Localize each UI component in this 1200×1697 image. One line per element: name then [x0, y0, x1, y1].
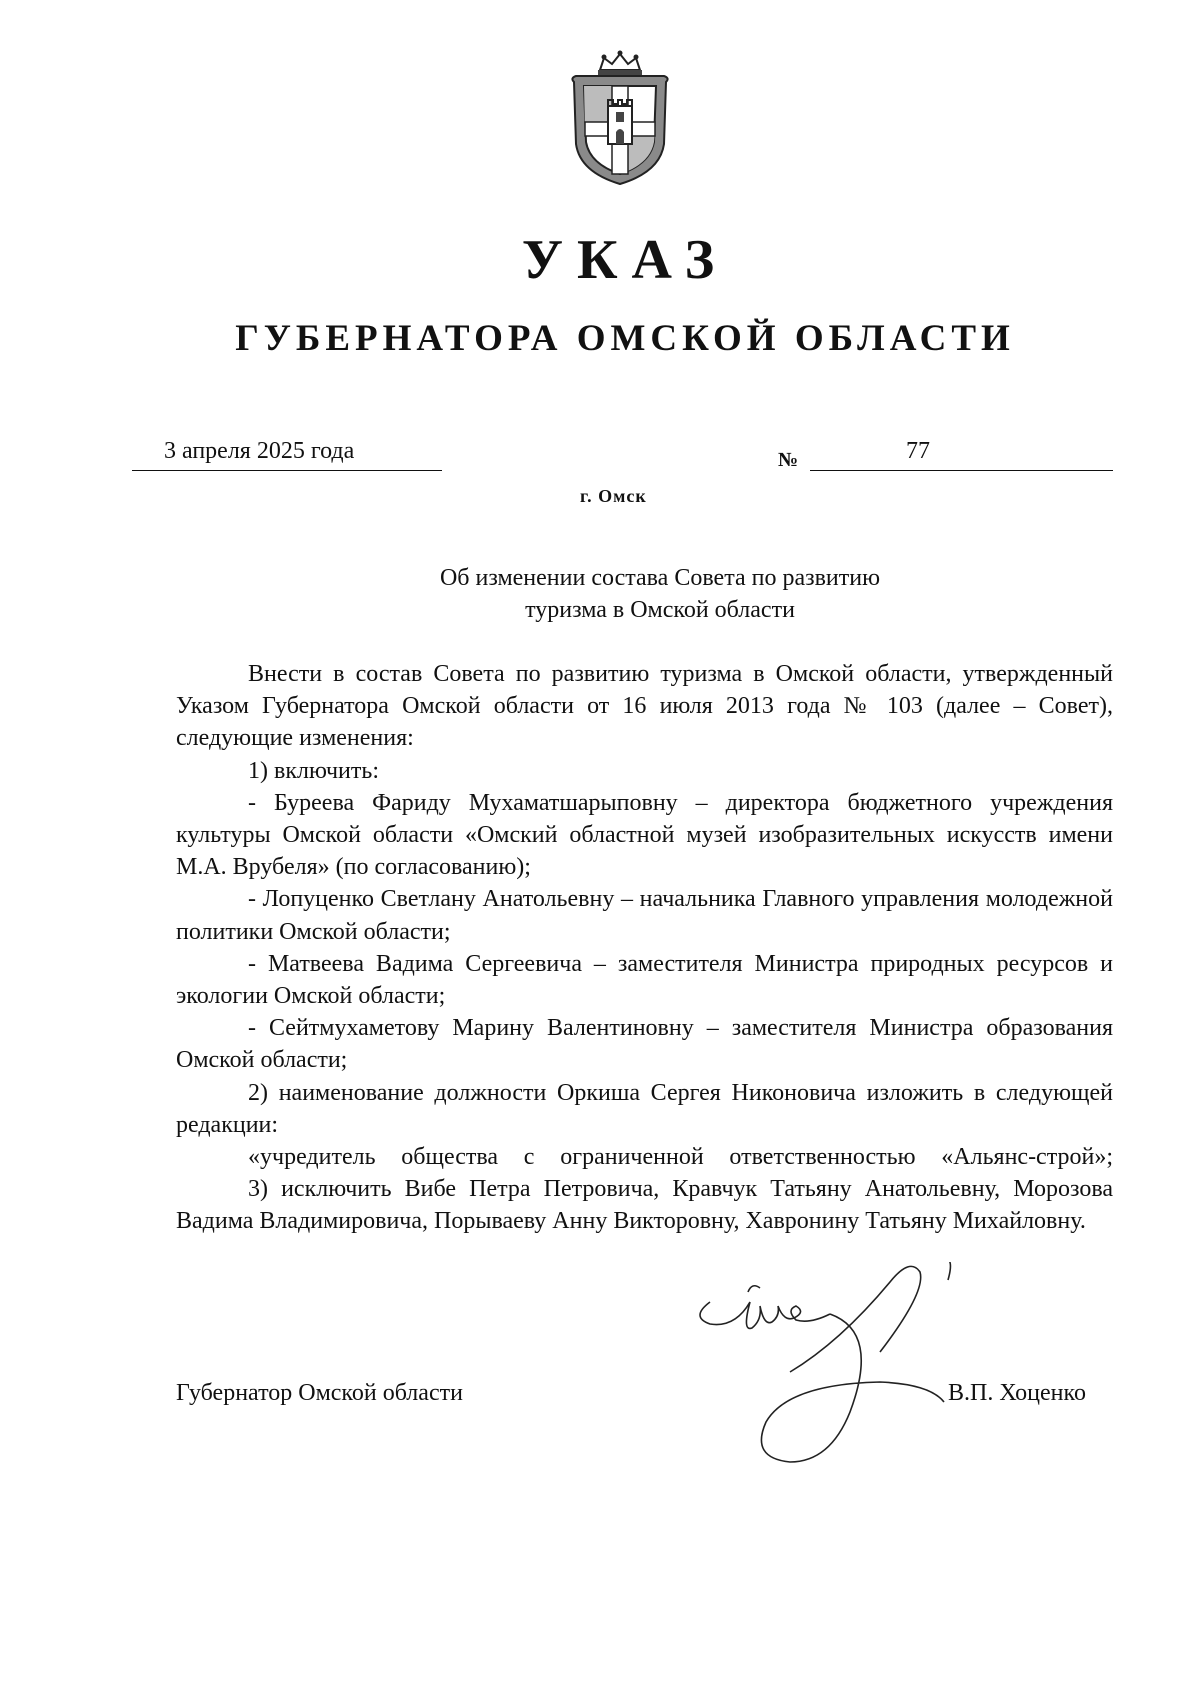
number-sign: №: [778, 449, 799, 471]
item-1-entry: - Матвеева Вадима Сергеевича – заместителя Министра природных ресурсов и экологии Омской области;: [176, 950, 1113, 1010]
number-field: [810, 436, 1113, 471]
item-1-entry: - Сейтмухаметову Марину Валентиновну – заместителя Министра образования Омской области;: [176, 1015, 1113, 1074]
decree-number: 77: [906, 438, 930, 464]
item-1-entry: - Буреева Фариду Мухаматшарыповну – директора бюджетного учреждения культуры Омской области «Омский областной музей изобразительных искусств имени М.А. Врубеля» (по согласованию);: [176, 789, 1113, 881]
subject-line-2: туризма в Омской области: [525, 597, 795, 623]
signatory-name: В.П. Хоценко: [948, 1380, 1086, 1406]
issuer-subtitle: ГУБЕРНАТОРА ОМСКОЙ ОБЛАСТИ: [235, 318, 1015, 359]
intro-paragraph: Внести в состав Совета по развитию туризма в Омской области, утвержденный Указом Губернатора Омской области от 16 июля 2013 года № 103 (далее – Совет), следующие изменения:: [176, 661, 1113, 752]
handwritten-signature-icon: [680, 1262, 1040, 1482]
item-1-entry: - Лопуценко Светлану Анатольевну – начальника Главного управления молодежной политики Омской области;: [176, 886, 1113, 945]
decree-body: [176, 658, 1113, 1238]
date-field: [132, 436, 442, 471]
subject-line-1: Об изменении состава Совета по развитию: [439, 565, 881, 591]
decree-date: 3 апреля 2025 года: [164, 438, 355, 464]
signatory-position: Губернатор Омской области: [176, 1380, 463, 1406]
city-label: г. Омск: [580, 486, 647, 506]
item-2-paragraph: 2) наименование должности Оркиша Сергея Никоновича изложить в следующей редакции:: [176, 1079, 1113, 1138]
item-3-paragraph: 3) исключить Вибе Петра Петровича, Кравчук Татьяну Анатольевну, Морозова Вадима Владимировича, Порываеву Анну Викторовну, Хавронину Татьяну Михайловну.: [176, 1176, 1113, 1235]
item-1-heading: 1) включить:: [248, 757, 379, 784]
decree-subject: [380, 562, 940, 626]
item-2-quote: «учредитель общества с ограниченной ответственностью «Альянс-строй»;: [248, 1144, 1113, 1171]
document-type-title: УКАЗ: [521, 229, 729, 291]
coat-of-arms-icon: [560, 48, 680, 188]
